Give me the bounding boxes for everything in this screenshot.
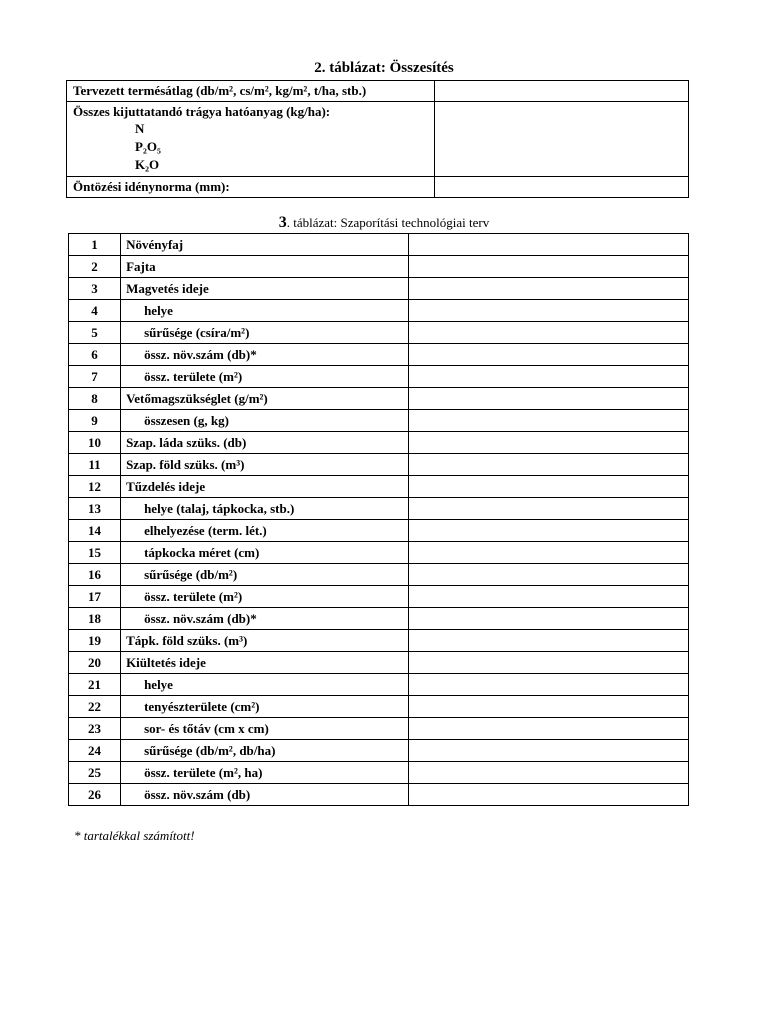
- row-number: 15: [69, 542, 121, 564]
- row-label: Tűzdelés ideje: [121, 476, 409, 498]
- table-row: [69, 696, 689, 718]
- row-label: helye: [121, 300, 409, 322]
- value-cell[interactable]: [408, 718, 688, 740]
- row-label: össz. növ.szám (db)*: [121, 608, 409, 630]
- row-number: 24: [69, 740, 121, 762]
- value-cell[interactable]: [408, 564, 688, 586]
- row-label: össz. növ.szám (db)*: [121, 344, 409, 366]
- value-cell[interactable]: [435, 102, 689, 177]
- value-cell[interactable]: [408, 762, 688, 784]
- value-cell[interactable]: [408, 366, 688, 388]
- row-number: 9: [69, 410, 121, 432]
- value-cell[interactable]: [408, 454, 688, 476]
- value-cell[interactable]: [408, 696, 688, 718]
- table-row: [69, 784, 689, 806]
- table-row: [69, 344, 689, 366]
- row-label: sűrűsége (csíra/m²): [121, 322, 409, 344]
- row-number: 16: [69, 564, 121, 586]
- table-row: [69, 608, 689, 630]
- row-label: helye (talaj, tápkocka, stb.): [121, 498, 409, 520]
- row-label: Szap. láda szüks. (db): [121, 432, 409, 454]
- table-row: [69, 718, 689, 740]
- table-row: [69, 454, 689, 476]
- table-row: [69, 300, 689, 322]
- row-label: Kiültetés ideje: [121, 652, 409, 674]
- table3-title: [0, 214, 768, 232]
- nutrient-n: N: [135, 121, 145, 136]
- value-cell[interactable]: [408, 652, 688, 674]
- row-label: Tervezett termésátlag (db/m², cs/m², kg/m², t/ha, stb.): [67, 81, 435, 102]
- table-row: [69, 366, 689, 388]
- table-row: [69, 388, 689, 410]
- row-label: helye: [121, 674, 409, 696]
- footnote: * tartalékkal számított!: [74, 828, 195, 843]
- value-cell[interactable]: [408, 410, 688, 432]
- table-row: [69, 542, 689, 564]
- row-label: Öntözési idénynorma (mm):: [67, 177, 435, 198]
- row-number: 23: [69, 718, 121, 740]
- value-cell[interactable]: [408, 740, 688, 762]
- row-label: sor- és tőtáv (cm x cm): [121, 718, 409, 740]
- row-number: 13: [69, 498, 121, 520]
- row-label: Fajta: [121, 256, 409, 278]
- row-number: 7: [69, 366, 121, 388]
- row-label: Vetőmagszükséglet (g/m²): [121, 388, 409, 410]
- row-number: 5: [69, 322, 121, 344]
- nutrient-p2o5: P₂O₅: [135, 139, 161, 154]
- propagation-plan-table: [68, 233, 689, 806]
- table-row: [69, 740, 689, 762]
- row-number: 19: [69, 630, 121, 652]
- value-cell[interactable]: [408, 608, 688, 630]
- row-number: 11: [69, 454, 121, 476]
- value-cell[interactable]: [408, 256, 688, 278]
- table-row: [69, 674, 689, 696]
- table-row: [69, 652, 689, 674]
- value-cell[interactable]: [435, 81, 689, 102]
- row-label: tápkocka méret (cm): [121, 542, 409, 564]
- value-cell[interactable]: [408, 234, 688, 256]
- row-number: 20: [69, 652, 121, 674]
- row-label: elhelyezése (term. lét.): [121, 520, 409, 542]
- value-cell[interactable]: [408, 432, 688, 454]
- row-number: 12: [69, 476, 121, 498]
- row-label: tenyészterülete (cm²): [121, 696, 409, 718]
- table-row: [69, 410, 689, 432]
- value-cell[interactable]: [408, 630, 688, 652]
- row-number: 6: [69, 344, 121, 366]
- value-cell[interactable]: [408, 344, 688, 366]
- table-row: [69, 278, 689, 300]
- row-label: össz. területe (m², ha): [121, 762, 409, 784]
- value-cell[interactable]: [408, 476, 688, 498]
- row-label: össz. területe (m²): [121, 366, 409, 388]
- row-number: 3: [69, 278, 121, 300]
- table-row: [69, 322, 689, 344]
- row-label-text: Összes kijuttatandó trágya hatóanyag (kg/ha):: [73, 104, 331, 119]
- table-row: [67, 81, 689, 102]
- row-label: össz. területe (m²): [121, 586, 409, 608]
- value-cell[interactable]: [408, 300, 688, 322]
- row-number: 22: [69, 696, 121, 718]
- table-row: [69, 432, 689, 454]
- summary-table: [66, 80, 689, 198]
- table-row: [69, 520, 689, 542]
- value-cell[interactable]: [408, 278, 688, 300]
- value-cell[interactable]: [408, 542, 688, 564]
- row-number: 4: [69, 300, 121, 322]
- value-cell[interactable]: [408, 498, 688, 520]
- table-row: [69, 586, 689, 608]
- value-cell[interactable]: [408, 322, 688, 344]
- value-cell[interactable]: [408, 674, 688, 696]
- value-cell[interactable]: [408, 784, 688, 806]
- row-number: 8: [69, 388, 121, 410]
- table-row: [69, 630, 689, 652]
- table-row: [69, 234, 689, 256]
- row-label: összesen (g, kg): [121, 410, 409, 432]
- value-cell[interactable]: [435, 177, 689, 198]
- value-cell[interactable]: [408, 520, 688, 542]
- table-row: [69, 564, 689, 586]
- row-number: 17: [69, 586, 121, 608]
- table3-title-number: 3: [278, 214, 287, 231]
- row-label: [67, 102, 435, 177]
- table-row: [69, 476, 689, 498]
- table-row: [69, 256, 689, 278]
- row-number: 1: [69, 234, 121, 256]
- row-label: sűrűsége (db/m²): [121, 564, 409, 586]
- row-label: Szap. föld szüks. (m³): [121, 454, 409, 476]
- table-row: [69, 498, 689, 520]
- row-label: össz. növ.szám (db): [121, 784, 409, 806]
- row-label: Magvetés ideje: [121, 278, 409, 300]
- nutrient-k2o: K₂O: [135, 157, 160, 172]
- table-row: [67, 102, 689, 177]
- value-cell[interactable]: [408, 586, 688, 608]
- table2-title: 2. táblázat: Összesítés: [314, 60, 454, 76]
- row-number: 21: [69, 674, 121, 696]
- row-number: 25: [69, 762, 121, 784]
- row-number: 10: [69, 432, 121, 454]
- table3-title-text: . táblázat: Szaporítási technológiai terv: [286, 215, 490, 230]
- row-label: sűrűsége (db/m², db/ha): [121, 740, 409, 762]
- row-number: 2: [69, 256, 121, 278]
- row-number: 18: [69, 608, 121, 630]
- table-row: [69, 762, 689, 784]
- row-number: 14: [69, 520, 121, 542]
- value-cell[interactable]: [408, 388, 688, 410]
- table-row: [67, 177, 689, 198]
- row-label: Növényfaj: [121, 234, 409, 256]
- row-number: 26: [69, 784, 121, 806]
- row-label: Tápk. föld szüks. (m³): [121, 630, 409, 652]
